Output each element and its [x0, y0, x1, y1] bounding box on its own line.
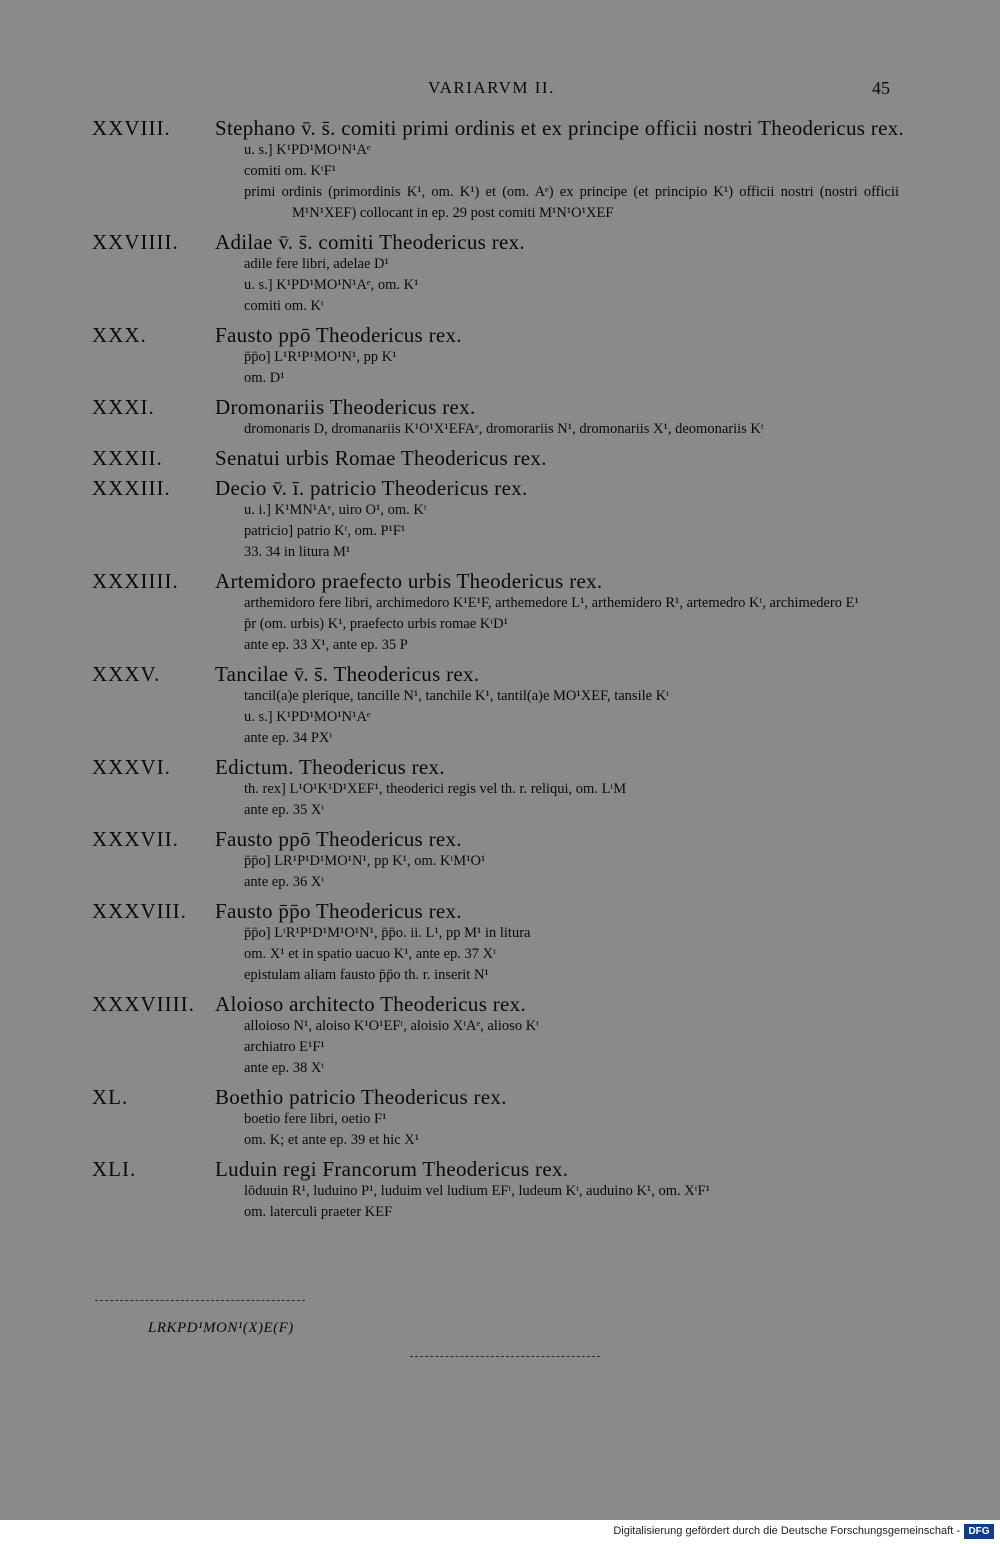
- apparatus-notes: [244, 779, 899, 821]
- letter-number: XXXI.: [92, 395, 155, 419]
- letter-heading: Aloioso architecto Theodericus rex.: [215, 992, 527, 1016]
- apparatus-note: om. D¹: [244, 370, 285, 386]
- letter-number: XXVIIII.: [92, 230, 179, 254]
- letter-number: XXXII.: [92, 446, 163, 470]
- letter-entry: [0, 662, 1000, 749]
- letter-number: XXXIIII.: [92, 569, 179, 593]
- apparatus-note: patricio] patrio Kᵗ, om. P¹F¹: [244, 523, 406, 539]
- apparatus-note: comiti om. KᵗF¹: [244, 163, 337, 179]
- letter-index: [0, 116, 1000, 1229]
- letter-entry: [0, 395, 1000, 440]
- apparatus-note: p̄p̄o] LR¹P¹D¹MO¹N¹, pp K¹, om. KᵗM¹O¹: [244, 853, 486, 869]
- apparatus-note: ante ep. 34 PXᵗ: [244, 730, 333, 746]
- running-head: [0, 78, 1000, 102]
- letter-heading: Stephano v̄. s̄. comiti primi ordinis et ex principe officii nostri Theodericus rex.: [215, 116, 905, 140]
- apparatus-notes: [244, 923, 899, 986]
- apparatus-note: epistulam aliam fausto p̄p̄o th. r. inserit N¹: [244, 967, 489, 983]
- letter-entry: [0, 476, 1000, 563]
- letter-number: XXXVI.: [92, 755, 171, 779]
- apparatus-note: om. X¹ et in spatio uacuo K¹, ante ep. 37 Xᵗ: [244, 946, 496, 962]
- manuscript-sigla: LRKPD¹MON¹(X)E(F): [148, 1320, 294, 1336]
- apparatus-note: om. K; et ante ep. 39 et hic X¹: [244, 1132, 420, 1148]
- apparatus-notes: [244, 1181, 899, 1223]
- apparatus-note: u. i.] K¹MN¹Aᵉ, uiro O¹, om. Kᵗ: [244, 502, 427, 518]
- footer-bar: [0, 1520, 1000, 1544]
- apparatus-notes: [244, 1109, 899, 1151]
- letter-heading: Fausto ppō Theodericus rex.: [215, 323, 462, 347]
- letter-entry: [0, 116, 1000, 224]
- apparatus-note: arthemidoro fere libri, archimedoro K¹E¹F, arthemedore L¹, arthemidero R¹, artemedro Kᵗ, archimedero E¹: [244, 595, 859, 611]
- letter-heading: Senatui urbis Romae Theodericus rex.: [215, 446, 547, 470]
- apparatus-notes: [244, 347, 899, 389]
- apparatus-note: ante ep. 36 Xᵗ: [244, 874, 325, 890]
- apparatus-notes: [244, 1016, 899, 1079]
- letter-heading: Decio v̄. ī. patricio Theodericus rex.: [215, 476, 528, 500]
- divider-line: [95, 1300, 305, 1301]
- letter-number: XXXVII.: [92, 827, 179, 851]
- apparatus-notes: [244, 851, 899, 893]
- letter-heading: Luduin regi Francorum Theodericus rex.: [215, 1157, 569, 1181]
- apparatus-note: ante ep. 33 X¹, ante ep. 35 P: [244, 637, 408, 653]
- apparatus-note: tancil(a)e plerique, tancille N¹, tanchile K¹, tantil(a)e MO¹XEF, tansile Kᵗ: [244, 688, 669, 704]
- letter-entry: [0, 1085, 1000, 1151]
- apparatus-note: p̄p̄o] L¹R¹P¹MO¹N¹, pp K¹: [244, 349, 397, 365]
- letter-heading: Boethio patricio Theodericus rex.: [215, 1085, 507, 1109]
- apparatus-note: adile fere libri, adelae D¹: [244, 256, 389, 272]
- letter-heading: Tancilae v̄. s̄. Theodericus rex.: [215, 662, 480, 686]
- letter-entry: [0, 1157, 1000, 1223]
- dfg-logo-icon: DFG: [964, 1524, 994, 1539]
- apparatus-note: comiti om. Kᵗ: [244, 298, 324, 314]
- apparatus-note: th. rex] L¹O¹K¹D¹XEF¹, theoderici regis vel th. r. reliqui, om. LᵗM: [244, 781, 627, 797]
- letter-entry: [0, 755, 1000, 821]
- running-title: VARIARVM II.: [428, 78, 555, 97]
- apparatus-notes: [244, 254, 899, 317]
- apparatus-note: ante ep. 38 Xᵗ: [244, 1060, 325, 1076]
- letter-heading: Fausto ppō Theodericus rex.: [215, 827, 462, 851]
- letter-number: XXX.: [92, 323, 147, 347]
- letter-entry: [0, 446, 1000, 470]
- apparatus-note: archiatro E¹F¹: [244, 1039, 325, 1055]
- letter-entry: [0, 323, 1000, 389]
- apparatus-note: u. s.] K¹PD¹MO¹N¹Aᵉ: [244, 142, 371, 158]
- apparatus-notes: [244, 500, 899, 563]
- apparatus-note: primi ordinis (primordinis K¹, om. K¹) et (om. Aᵉ) ex principe (et principio K¹) officii nostri (nostri officii M¹N¹XEF) collocant in ep. 29 post comiti M¹N¹O¹XEF: [244, 184, 899, 221]
- letter-number: XL.: [92, 1085, 129, 1109]
- apparatus-note: p̄r (om. urbis) K¹, praefecto urbis romae KᵗD¹: [244, 616, 508, 632]
- apparatus-note: u. s.] K¹PD¹MO¹N¹Aᵉ, om. K¹: [244, 277, 419, 293]
- letter-number: XXXIII.: [92, 476, 171, 500]
- apparatus-note: boetio fere libri, oetio F¹: [244, 1111, 387, 1127]
- apparatus-note: alloioso N¹, aloiso K¹O¹EFᵗ, aloisio XᵗAᵉ, alioso Kᵗ: [244, 1018, 539, 1034]
- letter-heading: Fausto p̄p̄o Theodericus rex.: [215, 899, 462, 923]
- letter-entry: [0, 899, 1000, 986]
- letter-number: XXXVIIII.: [92, 992, 195, 1016]
- apparatus-note: 33. 34 in litura M¹: [244, 544, 351, 560]
- letter-number: XXVIII.: [92, 116, 171, 140]
- letter-number: XXXVIII.: [92, 899, 187, 923]
- apparatus-note: u. s.] K¹PD¹MO¹N¹Aᵉ: [244, 709, 371, 725]
- letter-number: XLI.: [92, 1157, 137, 1181]
- letter-entry: [0, 992, 1000, 1079]
- letter-entry: [0, 230, 1000, 317]
- letter-heading: Edictum. Theodericus rex.: [215, 755, 445, 779]
- apparatus-note: p̄p̄o] LᵗR¹P¹D¹M¹O¹N¹, p̄p̄o. ii. L¹, pp M¹ in litura: [244, 925, 531, 941]
- funding-notice: Digitalisierung gefördert durch die Deutsche Forschungsgemeinschaft -: [613, 1525, 960, 1537]
- apparatus-note: lōduuin R¹, luduino P¹, luduim vel ludium EFᵗ, ludeum Kᵗ, auduino K¹, om. XᵗF¹: [244, 1183, 710, 1199]
- letter-entry: [0, 827, 1000, 893]
- letter-heading: Artemidoro praefecto urbis Theodericus rex.: [215, 569, 603, 593]
- apparatus-note: dromonaris D, dromanariis K¹O¹X¹EFAᵉ, dromorariis N¹, dromonariis X¹, deomonariis Kᵗ: [244, 421, 764, 437]
- apparatus-notes: [244, 140, 899, 224]
- page-number: 45: [872, 78, 890, 98]
- apparatus-notes: [244, 686, 899, 749]
- letter-entry: [0, 569, 1000, 656]
- apparatus-notes: [244, 593, 899, 656]
- apparatus-note: ante ep. 35 Xᵗ: [244, 802, 325, 818]
- apparatus-notes: [244, 419, 899, 440]
- apparatus-note: om. laterculi praeter KEF: [244, 1204, 393, 1220]
- letter-heading: Dromonariis Theodericus rex.: [215, 395, 476, 419]
- letter-number: XXXV.: [92, 662, 161, 686]
- letter-heading: Adilae v̄. s̄. comiti Theodericus rex.: [215, 230, 525, 254]
- divider-line: [410, 1356, 600, 1357]
